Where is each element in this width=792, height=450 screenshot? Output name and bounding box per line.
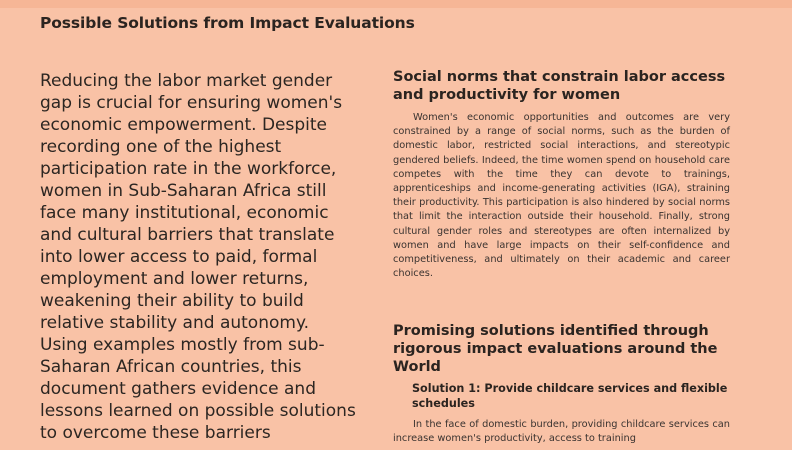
section-body-social-norms: Women's economic opportunities and outcomes are very constrained by a range of social norms, such as the burden of domestic labor, restricted social interactions, and stereotypic gendered beliefs. Indeed, the time women spend on household care competes with the time they can devote to trainings, apprenticeships and income-generating activities (IGA), straining their productivity. This participation is also hindered by social norms that limit the interaction outside their household. Finally, strong cultural gender roles and stereotypes are often internalized by women and have large impacts on their self-confidence and competitiveness, and ultimately on their academic and career choices. bbox=[393, 112, 730, 280]
section-heading-promising-solutions: Promising solutions identified through rigorous impact evaluations around the World bbox=[393, 323, 718, 375]
solution-1-body: In the face of domestic burden, providing childcare services can increase women's productivity, access to training bbox=[393, 419, 730, 445]
solution-1-heading: Solution 1: Provide childcare services and flexible schedules bbox=[412, 382, 728, 410]
intro-paragraph: Reducing the labor market gender gap is crucial for ensuring women's economic empowerment. Despite recording one of the highest participation rate in the workforce, women in Sub-Saharan Africa still face many institutional, economic and cultural barriers that translate into lower access to paid, formal employment and lower returns, weakening their ability to build relative stability and autonomy. Using examples mostly from sub-Saharan African countries, this document gathers evidence and lessons learned on possible solutions to overcome these barriers bbox=[40, 71, 356, 443]
page-subtitle: Possible Solutions from Impact Evaluations bbox=[40, 14, 415, 32]
header-strip bbox=[0, 0, 792, 8]
section-heading-social-norms: Social norms that constrain labor access and productivity for women bbox=[393, 69, 726, 103]
intro-column bbox=[40, 70, 360, 444]
